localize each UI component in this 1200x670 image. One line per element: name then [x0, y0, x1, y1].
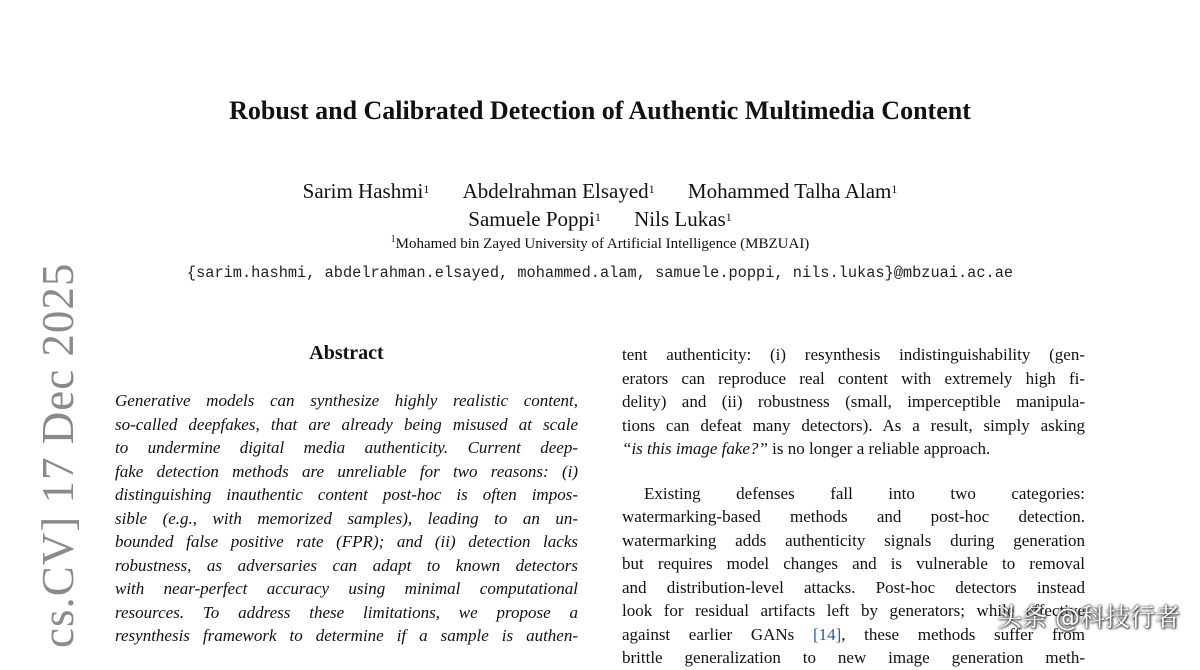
body-line: delity) and (ii) robustness (small, imperceptible manipula- [622, 392, 1085, 411]
author: Abdelrahman Elsayed$^1$ [462, 179, 655, 203]
abstract-line: resources. To address these limitations, we propose a [115, 602, 578, 622]
body-line: “is this image fake?” is no longer a reliable approach. [622, 439, 991, 458]
paper-title: Robust and Calibrated Detection of Authentic Multimedia Content [229, 96, 971, 125]
body-line: but requires model changes and is vulnerable to removal [622, 554, 1085, 573]
abstract-line: robustness, as adversaries can adapt to known detectors [115, 555, 578, 575]
abstract-line: resynthesis framework to determine if a sample is authen- [115, 626, 578, 645]
body-line: look for residual artifacts left by generators; while effective [622, 601, 1085, 620]
affiliation: $^1$Mohamed bin Zayed University of Artificial Intelligence (MBZUAI) [390, 234, 810, 252]
author-row-2 [0, 205, 1200, 233]
body-line: and distribution-level attacks. Post-hoc detectors instead [622, 577, 1085, 597]
citation-link[interactable]: [14] [812, 624, 842, 644]
body-line: against earlier GANs [14], these methods suffer from [622, 624, 1085, 644]
author: Mohammed Talha Alam$^1$ [687, 179, 898, 203]
abstract-line: to undermine digital media authenticity. Current deep- [115, 438, 578, 457]
abstract-line: fake detection methods are unreliable for two reasons: (i) [115, 461, 578, 481]
body-line: tions can defeat many detectors). As a result, simply asking [622, 415, 1085, 435]
quoted-question: “is this image fake?” [622, 439, 768, 458]
author: Samuele Poppi$^1$ [468, 207, 601, 231]
abstract-heading: Abstract [309, 342, 384, 364]
author-emails: {sarim.hashmi, abdelrahman.elsayed, mohammed.alam, samuele.poppi, nils.lukas}@mbzuai.ac.ae [186, 264, 1014, 282]
abstract-line: sible (e.g., with memorized samples), leading to an un- [115, 508, 578, 528]
abstract-line: distinguishing inauthentic content post-hoc is often impos- [115, 485, 578, 504]
author-row-1 [0, 177, 1200, 205]
body-line: watermarking-based methods and post-hoc detection. [622, 507, 1085, 526]
abstract-line: so-called deepfakes, that are already being misused at scale [115, 414, 578, 434]
author-list [0, 177, 1200, 233]
author: Sarim Hashmi$^1$ [302, 179, 430, 203]
arxiv-side-stamp: cs.CV] 17 Dec 2025 [33, 262, 83, 648]
body-line: erators can reproduce real content with extremely high fi- [622, 368, 1085, 388]
abstract-line: bounded false positive rate (FPR); and (ii) detection lacks [115, 532, 578, 551]
author: Nils Lukas$^1$ [634, 207, 732, 231]
abstract-line: Generative models can synthesize highly realistic content, [115, 391, 578, 410]
body-line: watermarking adds authenticity signals during generation [622, 530, 1085, 550]
abstract-body [115, 389, 578, 648]
body-line: brittle generalization to new image generation meth- [622, 648, 1085, 667]
body-line: tent authenticity: (i) resynthesis indistinguishability (gen- [622, 345, 1085, 364]
toutiao-watermark: 头条 @科技行者 [997, 603, 1180, 632]
body-line: Existing defenses fall into two categories: [644, 483, 1085, 503]
abstract-line: with near-perfect accuracy using minimal computational [115, 579, 578, 598]
